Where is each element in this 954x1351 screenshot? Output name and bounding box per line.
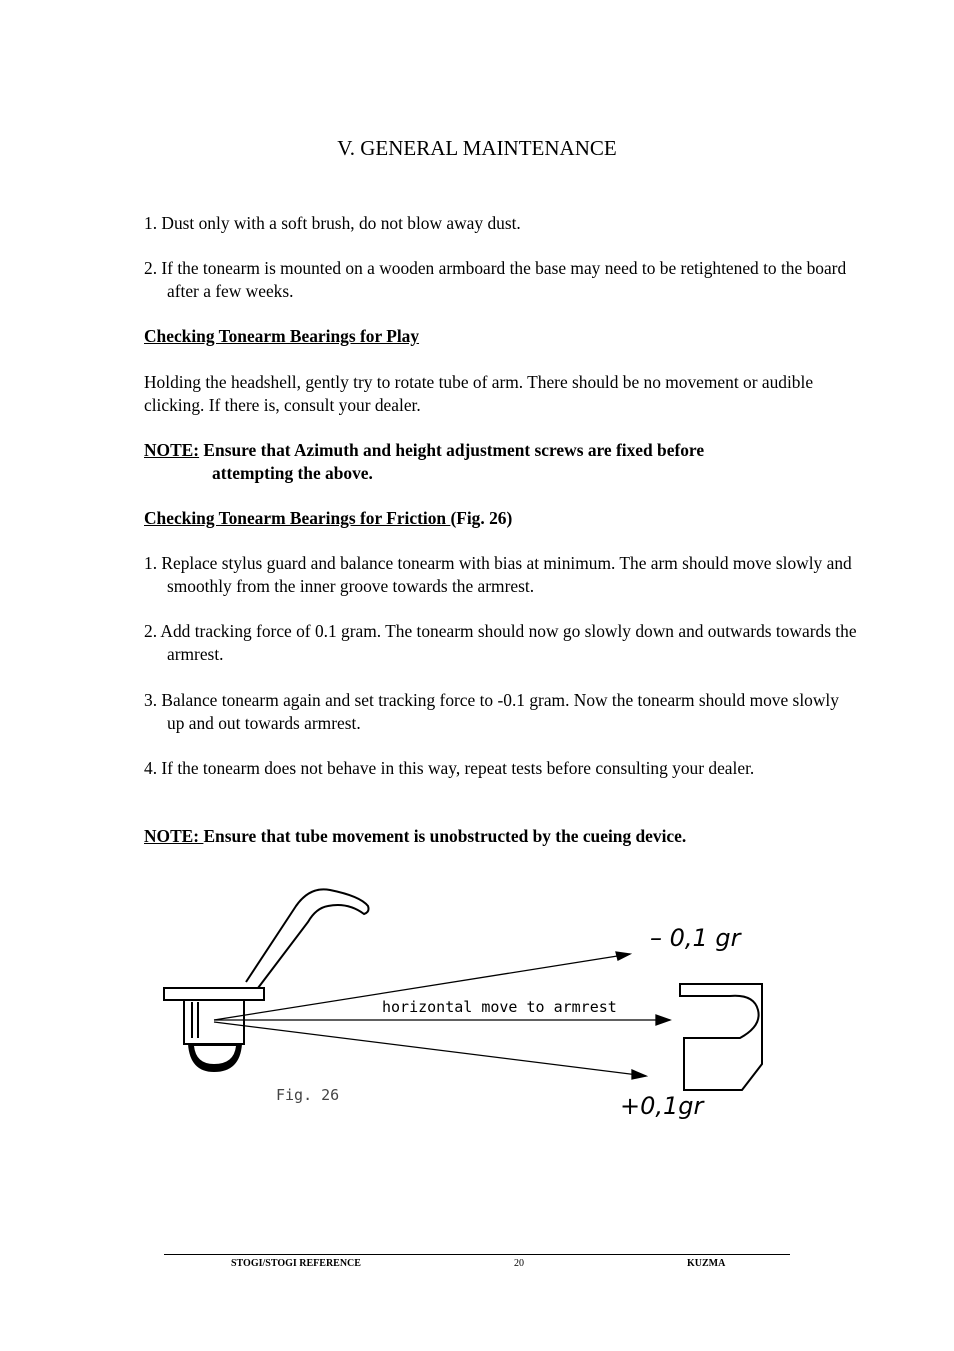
play-paragraph: Holding the headshell, gently try to rotate tube of arm. There should be no movement or audible clicking. If there is, consult your dealer. [144,372,814,415]
figure-26-drawing [150,876,790,1126]
maintenance-item-1: 1. Dust only with a soft brush, do not blow away dust. [144,213,521,233]
note-label: NOTE: [144,440,200,460]
label-horizontal-move: horizontal move to armrest [382,998,617,1016]
section-heading-play: Checking Tonearm Bearings for Play [144,326,420,346]
figure-caption: Fig. 26 [276,1086,340,1104]
friction-step-3: 3. Balance tonearm again and set tracking force to -0.1 gram. Now the tonearm should move slowly up and out towards armrest. [144,690,839,733]
play-note-text: Ensure that Azimuth and height adjustment screws are fixed before [199,440,705,460]
friction-note [144,825,834,848]
friction-heading-text: Checking Tonearm Bearings for Friction [144,508,451,528]
label-minus-0-1-gr: – 0,1 gr [650,924,741,952]
section-heading-friction [144,507,834,530]
maintenance-item-2: 2. If the tonearm is mounted on a wooden armboard the base may need to be retightened to the board after a few weeks. [144,258,847,301]
friction-heading-figref: (Fig. 26) [450,508,513,528]
footer-page-number: 20 [514,1258,524,1269]
friction-note-text: Ensure that tube movement is unobstructed by the cueing device. [203,826,687,846]
footer-rule [164,1254,790,1255]
label-plus-0-1-gr: +0,1gr [620,1092,704,1120]
friction-step-2: 2. Add tracking force of 0.1 gram. The tonearm should now go slowly down and outwards towards the armrest. [144,621,857,664]
footer-brand: KUZMA [687,1258,726,1269]
play-note [144,439,834,484]
armrest-drawing [680,984,762,1090]
tonearm-base-plate [164,988,264,1000]
footer-product-name: STOGI/STOGI REFERENCE [231,1258,361,1269]
play-note-text-continued: attempting the above. [212,462,373,483]
friction-step-1: 1. Replace stylus guard and balance tonearm with bias at minimum. The arm should move slowly and smoothly from the inner groove towards the armrest. [144,553,852,596]
friction-step-4: 4. If the tonearm does not behave in this way, repeat tests before consulting your dealer. [144,758,755,778]
tonearm-tube [246,889,369,988]
note-label: NOTE: [144,826,204,846]
page-title: V. GENERAL MAINTENANCE [337,136,617,160]
